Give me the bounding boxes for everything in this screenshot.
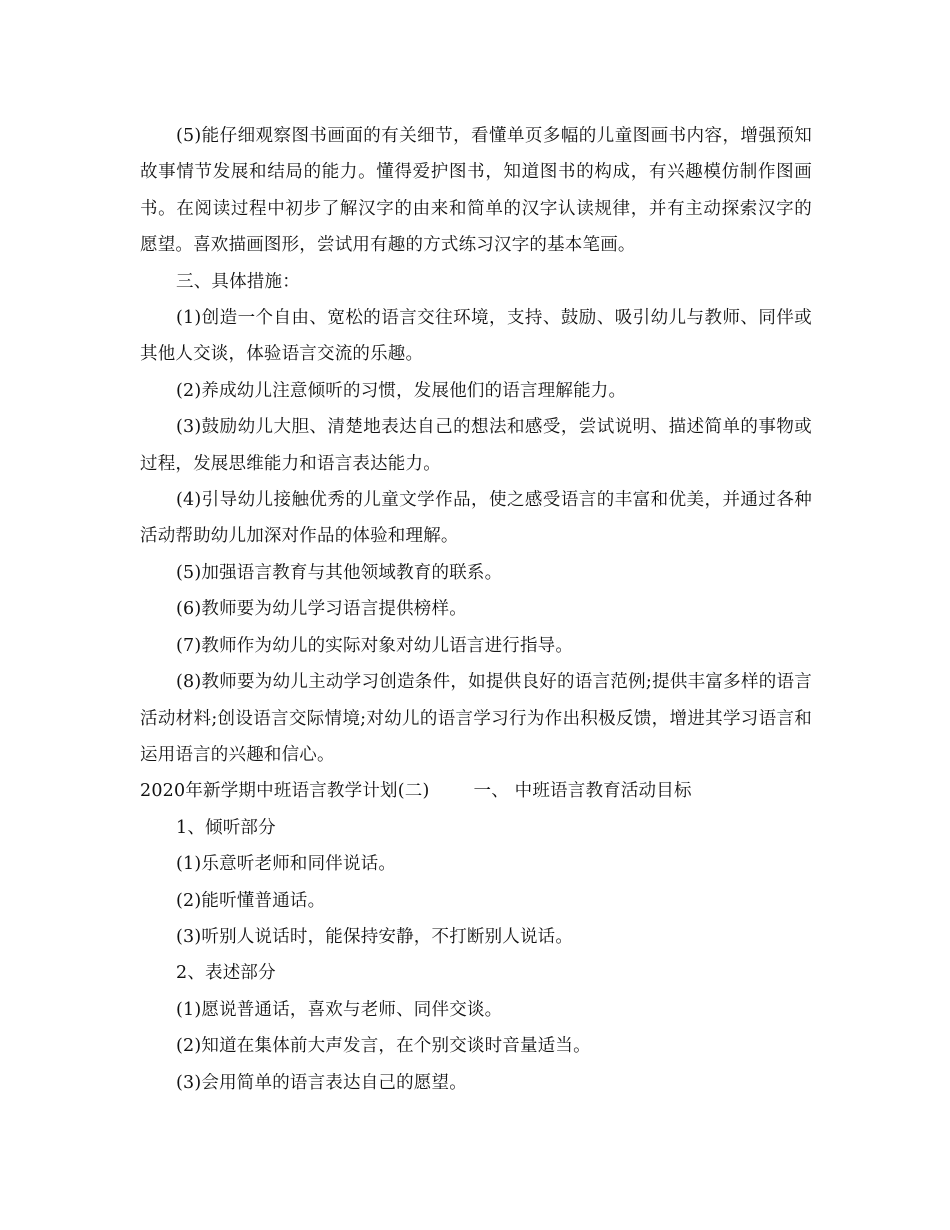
- measure-item-4: (4)引导幼儿接触优秀的儿童文学作品，使之感受语言的丰富和优美，并通过各种活动帮助幼儿加深对作品的体验和理解。: [140, 490, 812, 547]
- expression-item-3: (3)会用简单的语言表达自己的愿望。: [176, 1072, 467, 1093]
- measure-item-8: (8)教师要为幼儿主动学习创造条件，如提供良好的语言范例;提供丰富多样的语言活动材料;创设语言交际情境;对幼儿的语言学习行为作出积极反馈，增进其学习语言和运用语言的兴趣和信心。: [140, 672, 812, 765]
- document-body: [140, 118, 812, 1101]
- heading-listening: 1、倾听部分: [176, 817, 276, 838]
- measure-item-7: (7)教师作为幼儿的实际对象对幼儿语言进行指导。: [176, 635, 574, 656]
- measure-item-2: (2)养成幼儿注意倾听的习惯，发展他们的语言理解能力。: [176, 380, 627, 401]
- heading-specific-measures: 三、具体措施：: [176, 271, 300, 292]
- measure-item-5: (5)加强语言教育与其他领域教育的联系。: [176, 562, 503, 583]
- listening-item-1: (1)乐意听老师和同伴说话。: [176, 854, 397, 875]
- section-title-line: [140, 773, 812, 809]
- paragraph-reading-goal-5: (5)能仔细观察图书画面的有关细节，看懂单页多幅的儿童图画书内容，增强预知故事情节发展和结局的能力。懂得爱护图书，知道图书的构成，有兴趣模仿制作图画书。在阅读过程中初步了解汉字的由来和简单的汉字认读规律，并有主动探索汉字的愿望。喜欢描画图形，尝试用有趣的方式练习汉字的基本笔画。: [140, 126, 812, 256]
- measure-item-6: (6)教师要为幼儿学习语言提供榜样。: [176, 599, 467, 620]
- section-subtitle: 一、 中班语言教育活动目标: [473, 781, 692, 802]
- heading-expression: 2、表述部分: [176, 963, 276, 984]
- expression-item-1: (1)愿说普通话，喜欢与老师、同伴交谈。: [176, 999, 503, 1020]
- measure-item-3: (3)鼓励幼儿大胆、清楚地表达自己的想法和感受，尝试说明、描述简单的事物或过程，发展思维能力和语言表达能力。: [140, 417, 812, 474]
- measure-item-1: (1)创造一个自由、宽松的语言交往环境，支持、鼓励、吸引幼儿与教师、同伴或其他人交谈，体验语言交流的乐趣。: [140, 308, 812, 365]
- expression-item-2: (2)知道在集体前大声发言，在个别交谈时音量适当。: [176, 1036, 591, 1057]
- section-title: 2020年新学期中班语言教学计划(二): [140, 781, 430, 802]
- listening-item-3: (3)听别人说话时，能保持安静，不打断别人说话。: [176, 926, 574, 947]
- listening-item-2: (2)能听懂普通话。: [176, 890, 326, 911]
